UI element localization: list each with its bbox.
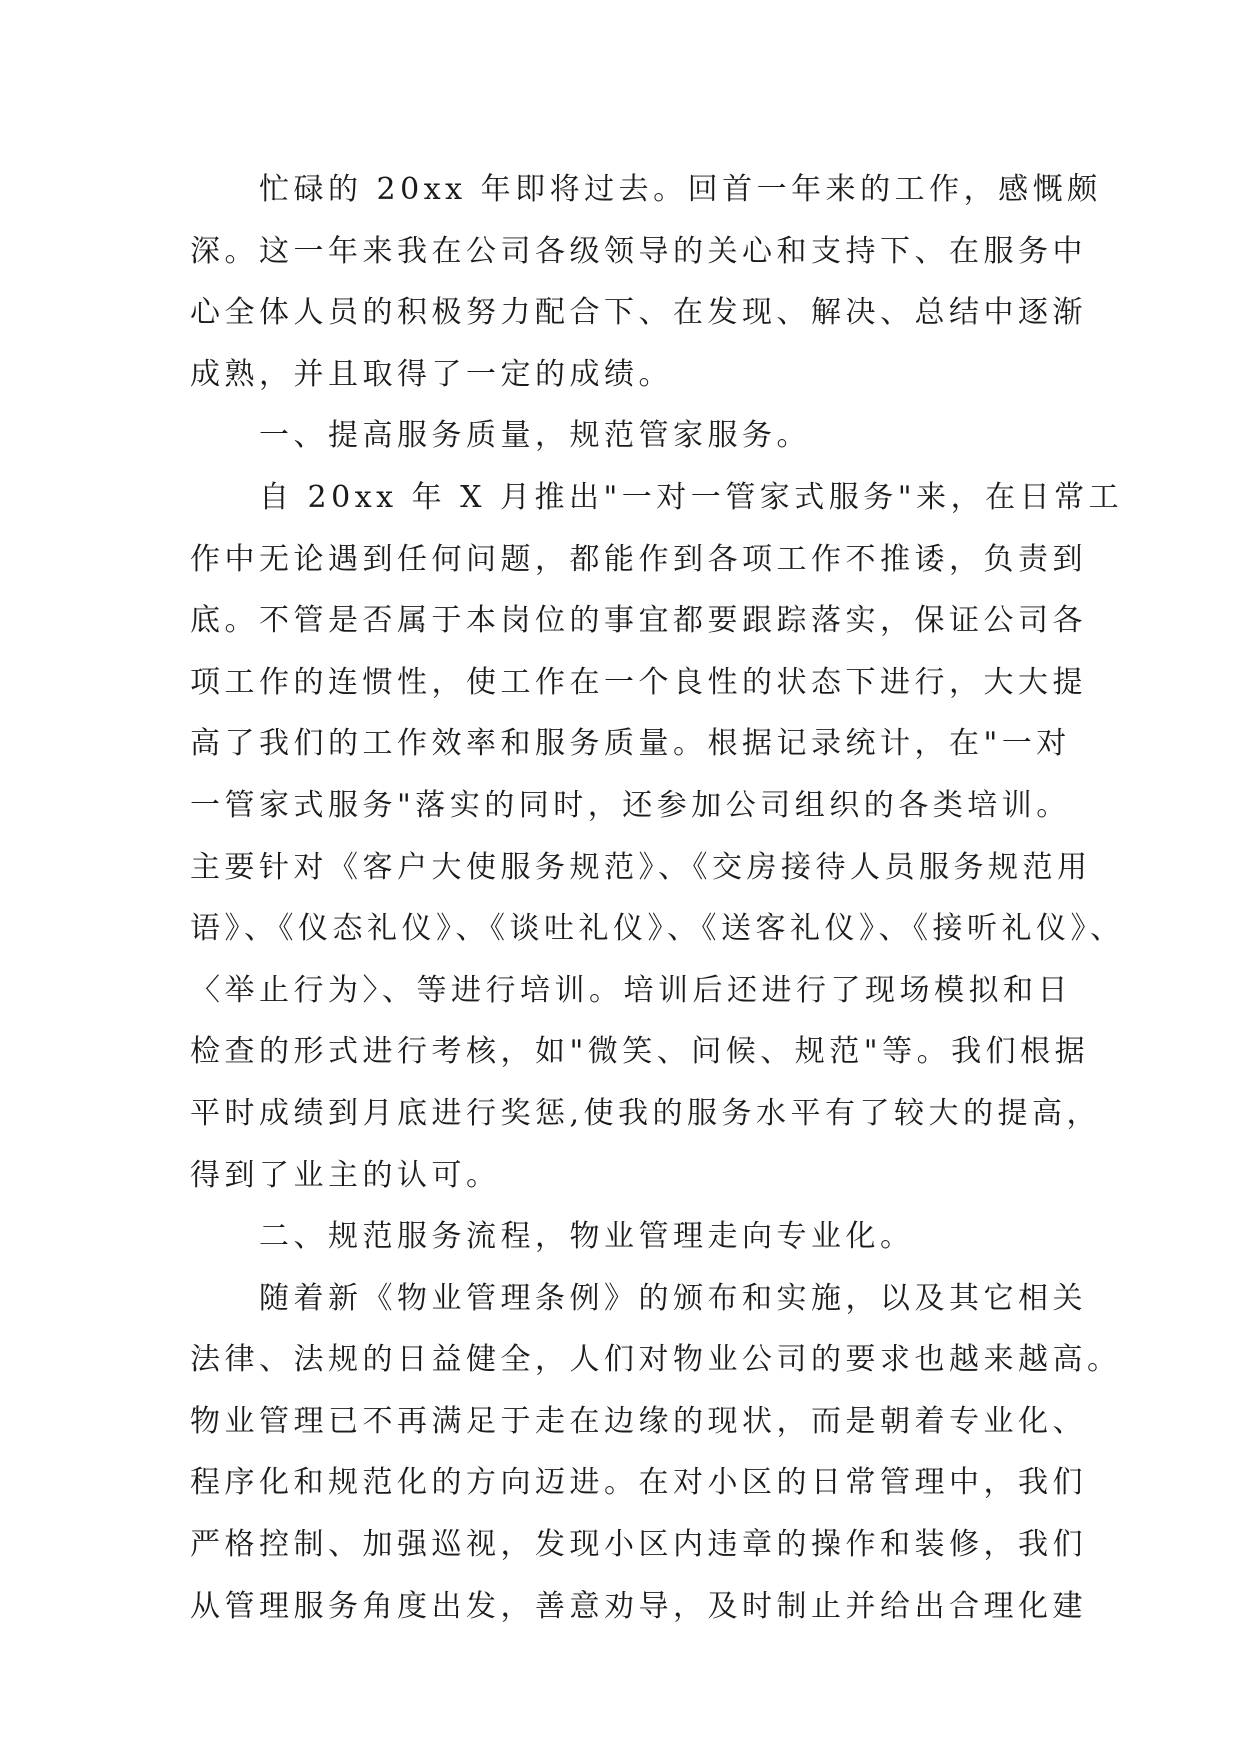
text-line: 主要针对《客户大使服务规范》、《交房接待人员服务规范用 [190,849,1092,885]
text-line: 一管家式服务"落实的同时，还参加公司组织的各类培训。 [190,787,1071,823]
text-line: 程序化和规范化的方向迈进。在对小区的日常管理中，我们 [190,1465,1087,1501]
text-line: 成熟，并且取得了一定的成绩。 [190,356,673,392]
text-line: 高了我们的工作效率和服务质量。根据记录统计，在"一对 [190,726,1071,762]
text-line: 底。不管是否属于本岗位的事宜都要跟踪落实，保证公司各 [190,603,1087,639]
paragraph-first-line: 二、规范服务流程，物业管理走向专业化。 [259,1219,915,1255]
paragraph-first-line: 自 20xx 年 X 月推出"一对一管家式服务"来，在日常工 [259,479,1124,515]
text-line: 检查的形式进行考核，如"微笑、问候、规范"等。我们根据 [190,1034,1090,1070]
text-line: 物业管理已不再满足于走在边缘的现状，而是朝着专业化、 [190,1403,1087,1439]
text-line: 〈举止行为〉、等进行培训。培训后还进行了现场模拟和日 [190,972,1072,1008]
text-line: 深。这一年来我在公司各级领导的关心和支持下、在服务中 [190,233,1087,269]
text-line: 得到了业主的认可。 [190,1157,501,1193]
text-line: 作中无论遇到任何问题，都能作到各项工作不推诿，负责到 [190,541,1087,577]
text-line: 项工作的连惯性，使工作在一个良性的状态下进行，大大提 [190,664,1087,700]
text-line: 平时成绩到月底进行奖惩,使我的服务水平有了较大的提高， [190,1095,1102,1131]
text-line: 心全体人员的积极努力配合下、在发现、解决、总结中逐渐 [190,295,1087,331]
text-line: 严格控制、加强巡视，发现小区内违章的操作和装修，我们 [190,1527,1087,1563]
paragraph-first-line: 一、提高服务质量，规范管家服务。 [259,418,811,454]
text-line: 语》、《仪态礼仪》、《谈吐礼仪》、《送客礼仪》、《接听礼仪》、 [190,911,1125,947]
paragraph-first-line: 忙碌的 20xx 年即将过去。回首一年来的工作，感慨颇 [259,172,1102,207]
document-body [190,159,1125,1637]
text-line: 从管理服务角度出发，善意劝导，及时制止并给出合理化建 [190,1588,1087,1624]
text-line: 法律、法规的日益健全，人们对物业公司的要求也越来越高。 [190,1342,1122,1378]
paragraph-first-line: 随着新《物业管理条例》的颁布和实施，以及其它相关 [259,1280,1087,1316]
